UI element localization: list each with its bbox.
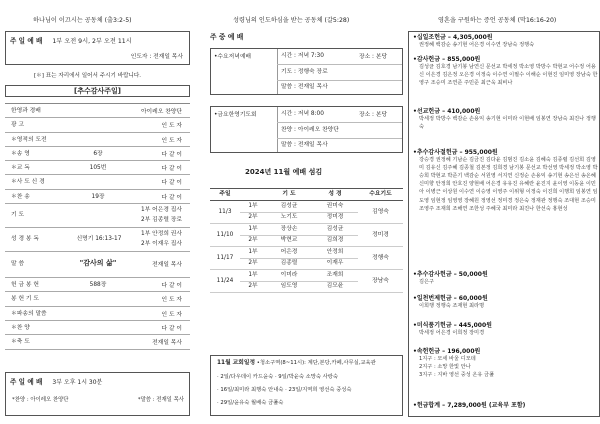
offering-section: •십일조헌금 – 4,305,000원 권정혜 백감순 송기현 어은경 이수연 장남숙 정행숙 [413,34,535,49]
service-time: 1부 오전 9시, 2부 오전 11시 [52,38,132,45]
order-row: ＊교 독 105번 다 같 이 [5,161,190,175]
weekday-heading: 주 중 예 배 [210,33,244,41]
order-row: ＊파송의 말씀 인 도 자 [5,307,190,321]
afternoon-praise: *찬양 : 아이레오 찬양단 [12,397,69,403]
order-row-sermon: 말 씀 "감사의 삶" 전재일 목사 [5,252,190,278]
schedule-line: · 29일/윤유숙 월배숙 금풀숙 [217,400,284,406]
order-row: 헌 금 봉 헌 588장 다 같 이 [5,278,190,292]
offering-section: •속헌헌금 – 196,000원 1지구 : 모세 바울 디모데 2지구 : 소망 한빛 안나 3지구 : 지바 영선 중성 온유 금풀 [413,348,495,379]
order-row: ＊축 도 전재일 목사 [5,335,190,349]
afternoon-sermon: *말씀 : 전재일 목사 [137,397,184,403]
order-row: 한영과 경배 아이레오 찬양단 [5,104,190,118]
offering-section: •감사헌금 – 855,000원 김성균 김호경 남기봉 남연신 문선교 박세정 박소영 박방수 박현교 어수정 어용신 이은경 김은정 오은경 이정숙 이수연 이필수 이해순 이현진 임미영 장남숙 한영구 조승미 조연준 주민준 최근욱 최비나 [413,56,598,87]
sunday-service-box [5,31,190,65]
offering-section: •미식품기헌금 – 445,000원 박세정 어은경 이희정 장미경 [413,322,492,337]
order-row: ＊찬 양 다 같 이 [5,321,190,335]
order-row: 기 도 1부 어은경 집사 2부 김종렬 장로 [5,204,190,228]
sermon-title: "감사의 삶" [79,259,117,268]
order-row: 봉 헌 기 도 인 도 자 [5,292,190,306]
column-title: 하나님이 이끄시는 공동체 (출3:2-5) [33,17,132,24]
friday-prayer-meeting: •금요한영기도회 시간 : 저녁 8:00 찬양 : 아이레오 찬양단 말씀 : 전재일 목사 장소 : 본당 [210,106,403,153]
thanksgiving-banner: [추수감사주일] [5,85,190,97]
table-row: 11/17 1부 어은경 안정희 정행숙 [210,247,403,259]
afternoon-service-box: 주 일 예 배 3부 오후 1시 30분 *찬양 : 아이레오 찬양단 *말씀 : 전재일 목사 [5,372,190,416]
table-row: 11/10 1부 장상손 김성균 정미경 [210,224,403,236]
order-row: 성 경 봉 독 신명기 16:13-17 1부 안정희 권사 2부 이재우 집사 [5,228,190,252]
wednesday-service: •수요저녁예배 시간 : 저녁 7:30 기도 : 정행숙 장로 말씀 : 전재일 목사 장소 : 본당 [210,48,403,95]
offering-list-box [408,31,600,417]
schedule-line: · 16일/최미라 최행숙 안내숙 · 23일/지역희 영선숙 중성숙 [217,387,352,393]
schedule-line: · 2일/다우데이 카드윤숙 · 9일/박윤숙 소망숙 사랑숙 [217,374,338,380]
order-row: ＊찬 송 19장 다 같 이 [5,190,190,204]
order-row: ＊영적의 도전 인 도 자 [5,133,190,147]
column-title: 영혼을 구원하는 증언 공동체 (막16:16-20) [438,17,557,24]
offering-section: •추수감사절헌금 – 955,000원 강승경 권정혜 기남순 김금진 김다윤 김범진 김소윤 김혜숙 김종렬 김선희 김영미 김유신 김주혜 김종철 김본정 김희경 남기봉 문선교 박선영 박세정 박소영 박승희 박현교 박준기 백감순 서원영 서지연 신정순 손용익 송기현 송은선 송온혜 신미향 안정희 안호진 양현배 어은경 유유진 유혜란 윤진지 윤이영 이동윤 이민아 이병근 이상원 이수연 이승영 이영주 이위형 이정숙 이진희 이행희 임봉연 임도영 임현정 임영영 장혜원 정영선 정미경 정은숙 정재관 정행숙 조대현 조승미 조영주 조재희 조해연 조한성 주혜국 최미라 최진나 한선숙 홍현성 [413,149,598,212]
table-row: 11/3 1부 김성균 권미숙 김영숙 [210,201,403,213]
service-label: 주 일 예 배 1부 오전 9시, 2부 오전 11시 [10,37,132,45]
order-row: ＊송 영 6장 다 같 이 [5,147,190,161]
offering-section: •추수감사헌금 – 50,000원 김은구 [413,271,488,286]
monthly-schedule-box: 11월 교회일정 •청소구역(8~11시): 계단,본당,카페,사무실,교육관 · 2일/다우데이 카드윤숙 · 9일/박윤숙 소망숙 사랑숙 · 16일/최미라 최행숙 안내숙 · 23일/지역희 영선숙 중성숙 · 29일/윤유숙 월배숙 금풀숙 [210,355,403,416]
column-title: 성령님의 인도하심을 받는 공동체 (갈5:28) [233,17,350,24]
schedule-title: 2024년 11월 예배 섬김 [245,168,323,176]
table-row: 2부 임도영 김모윤 [210,281,403,293]
order-row: ＊사 도 신 경 다 같 이 [5,175,190,189]
table-row: 2부 노기도 정미경 [210,212,403,224]
table-row: 2부 박현교 김희경 [210,235,403,247]
afternoon-time: 3부 오후 1시 30분 [52,379,103,386]
table-row: 11/24 1부 이미라 조재희 장남숙 [210,270,403,282]
service-duty-table: 주일 기 도 성 경 수요기도 11/3 1부 김성균 권미숙 김영숙 2부 노기도 정미경 11/10 1부 장상손 김성균 정미경 2부 박현교 김희경 11/17 1부 어은경 안정희 정행숙 2부 김종렬 이재우 11/24 1부 이미라 조재희 장남숙 2부 임도영 김모윤 [210,188,403,293]
table-row: 2부 김종렬 이재우 [210,258,403,270]
offering-total: •헌금합계 – 7,289,000원 (교육부 포함) [413,402,526,409]
standing-note: [＊] 표는 자리에서 일어서 주시기 바랍니다. [34,73,142,79]
worship-order-list [5,103,190,350]
offering-section: •일천번제헌금 – 60,000원 이희행 정행숙 조재현 최라명 [413,295,488,310]
offering-section: •선교헌금 – 410,000원 박세정 박방수 백감순 손용익 송기현 이미라 이현배 임봉연 장남숙 최진나 정행숙 [413,108,596,131]
order-row: 광 고 인 도 자 [5,118,190,132]
service-leader: 인도자 : 전재일 목사 [130,54,183,60]
